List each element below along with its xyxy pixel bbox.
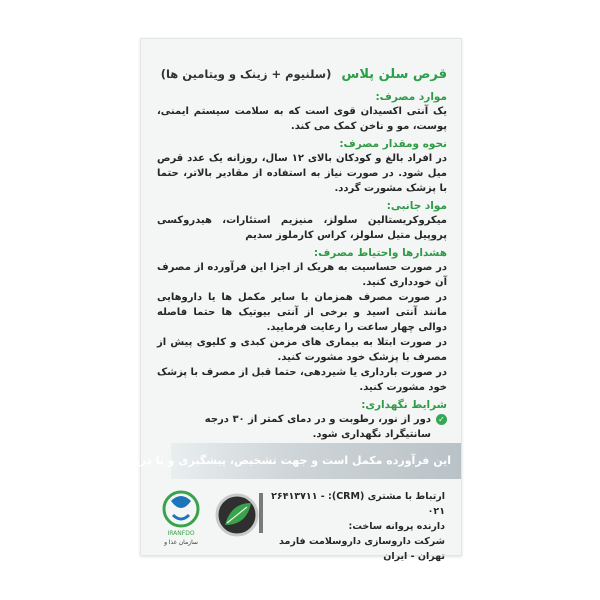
warning-item: در صورت ابتلا به بیماری های مزمن کبدی و کلیوی پیش از مصرف با پزشک خود مشورت کنید. (157, 337, 447, 363)
svg-text:IRANFDO: IRANFDO (167, 530, 195, 537)
warning-item: در صورت مصرف همزمان با سایر مکمل ها یا داروهایی مانند آنتی اسید و برخی از آنتی بیوتیک ها حتما فاصله دوالی چهار ساعت را رعایت فرمایید. (157, 292, 447, 333)
dosage-heading: نحوه ومقدار مصرف: (339, 138, 447, 150)
fda-logo-icon (163, 492, 198, 546)
natural-product-leaf-icon (217, 493, 263, 535)
ingredients-text: میکروکریستالین سلولز، منیزیم استئارات، هیدروکسی پروپیل متیل سلولز، کراس کارملوز سدیم (157, 215, 447, 241)
product-title: قرص سلن پلاس (341, 67, 447, 82)
logo-group (159, 483, 279, 563)
title-row (157, 67, 447, 82)
storage-heading: شرایط نگهداری: (361, 399, 447, 411)
license-label: دارنده پروانه ساخت: (348, 521, 445, 532)
company-name: شرکت داروسازی داروسلامت فارمد (279, 536, 445, 547)
product-subtitle: (سلنیوم + زینک و ویتامین ها) (160, 67, 332, 81)
storage-item (157, 412, 447, 442)
contact-line: ارتباط با مشتری (CRM): ۲۶۴۱۳۷۱۱ - ۰۲۱ (271, 491, 445, 517)
warning-item: در صورت بارداری یا شیردهی، حتما قبل از مصرف با پزشک خود مشورت کنید. (157, 367, 447, 393)
certification-logos (159, 483, 279, 563)
ingredients-heading: مواد جانبی: (386, 200, 447, 212)
usage-heading: موارد مصرف: (375, 91, 447, 103)
dosage-text: در افراد بالغ و کودکان بالای ۱۲ سال، روزانه یک عدد قرص میل شود. در صورت نیاز به استفاده از مقادیر بالاتر، حتما با پزشک مشورت گردد. (157, 153, 447, 194)
disclaimer-banner: این فرآورده مکمل است و جهت تشخیص، پیشگیری و یا درمان نمی باشد. (171, 443, 461, 479)
warning-item: در صورت حساسیت به هریک از اجزا این فرآورده از مصرف آن خودداری کنید. (157, 262, 447, 288)
storage-item-text: دور از نور، رطوبت و در دمای کمتر از ۳۰ درجه سانتیگراد نگهداری شود. (204, 414, 431, 440)
product-box-back (59, 38, 462, 562)
label-content (157, 67, 447, 457)
check-icon: ✓ (436, 414, 447, 425)
warnings-heading: هشدارها واحتیاط مصرف: (313, 247, 447, 259)
company-city: تهران - ایران (383, 551, 445, 562)
manufacturer-info (255, 489, 445, 564)
usage-text: یک آنتی اکسیدان قوی است که به سلامت سیستم ایمنی، پوست، مو و ناخن کمک می کند. (157, 106, 447, 132)
logo-caption: سازمان غذا و (164, 539, 198, 546)
